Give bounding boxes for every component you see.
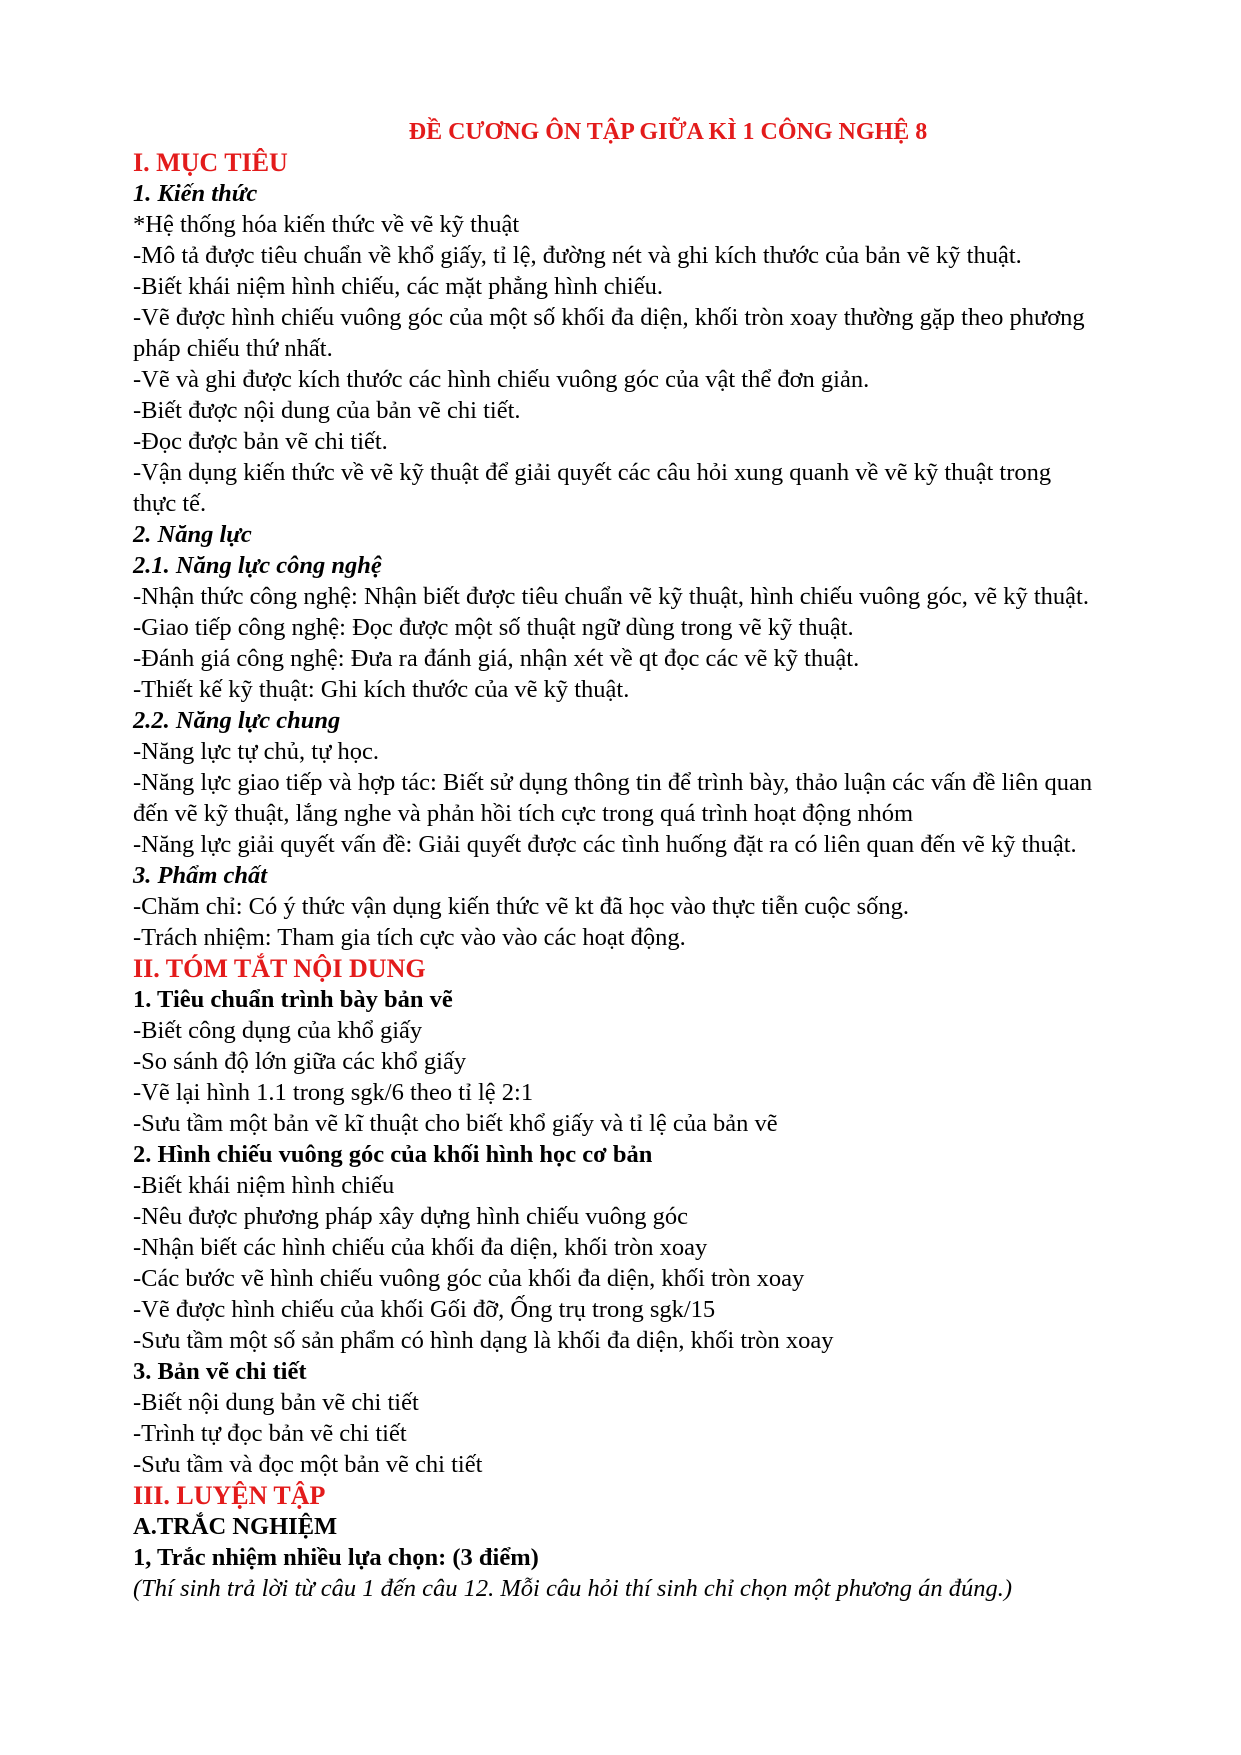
subheading-knowledge: 1. Kiến thức — [133, 180, 258, 207]
text-line: -Biết công dụng của khổ giấy — [133, 1017, 423, 1044]
text-line: -Trình tự đọc bản vẽ chi tiết — [133, 1420, 407, 1447]
text-line: -So sánh độ lớn giữa các khổ giấy — [133, 1048, 467, 1075]
text-line: -Nhận thức công nghệ: Nhận biết được tiêu chuẩn vẽ kỹ thuật, hình chiếu vuông góc, vẽ kỹ thuật. — [133, 583, 1089, 610]
text-line: *Hệ thống hóa kiến thức về vẽ kỹ thuật — [133, 211, 520, 238]
text-line: -Năng lực giao tiếp và hợp tác: Biết sử dụng thông tin để trình bày, thảo luận các vấn đề liên quan — [133, 769, 1093, 796]
text-line: -Các bước vẽ hình chiếu vuông góc của khối đa diện, khối tròn xoay — [133, 1265, 805, 1292]
document-page — [133, 117, 1203, 1604]
section-heading-practice: III. LUYỆN TẬP — [133, 1481, 326, 1510]
text-line: -Biết khái niệm hình chiếu — [133, 1172, 395, 1199]
text-line: -Vẽ và ghi được kích thước các hình chiếu vuông góc của vật thể đơn giản. — [133, 366, 870, 393]
text-line: -Vẽ được hình chiếu của khối Gối đỡ, Ống trụ trong sgk/15 — [133, 1296, 716, 1323]
text-line: -Đánh giá công nghệ: Đưa ra đánh giá, nhận xét về qt đọc các vẽ kỹ thuật. — [133, 645, 860, 672]
text-line: -Vẽ lại hình 1.1 trong sgk/6 theo tỉ lệ 2:1 — [133, 1079, 534, 1106]
text-line: -Mô tả được tiêu chuẩn về khổ giấy, tỉ lệ, đường nét và ghi kích thước của bản vẽ kỹ thuật. — [133, 242, 1022, 269]
instruction-note: (Thí sinh trả lời từ câu 1 đến câu 12. Mỗi câu hỏi thí sinh chỉ chọn một phương án đúng.) — [133, 1575, 1013, 1602]
subheading-qualities: 3. Phẩm chất — [133, 862, 268, 889]
text-line: -Vẽ được hình chiếu vuông góc của một số khối đa diện, khối tròn xoay thường gặp theo phương — [133, 304, 1085, 331]
text-line: -Sưu tầm một số sản phẩm có hình dạng là khối đa diện, khối tròn xoay — [133, 1327, 834, 1354]
subheading-competence: 2. Năng lực — [133, 521, 252, 548]
subheading-drawing-standards: 1. Tiêu chuẩn trình bày bản vẽ — [133, 986, 453, 1013]
subheading-multiple-choice: A.TRẮC NGHIỆM — [133, 1513, 338, 1540]
text-line: -Thiết kế kỹ thuật: Ghi kích thước của vẽ kỹ thuật. — [133, 676, 630, 703]
document-title: ĐỀ CƯƠNG ÔN TẬP GIỮA KÌ 1 CÔNG NGHỆ 8 — [408, 119, 928, 145]
text-line: -Chăm chỉ: Có ý thức vận dụng kiến thức vẽ kt đã học vào thực tiễn cuộc sống. — [133, 893, 910, 920]
section-heading-objectives: I. MỤC TIÊU — [133, 148, 288, 177]
text-line: -Nhận biết các hình chiếu của khối đa diện, khối tròn xoay — [133, 1234, 708, 1261]
text-line: -Sưu tầm và đọc một bản vẽ chi tiết — [133, 1451, 483, 1478]
text-line: -Trách nhiệm: Tham gia tích cực vào vào các hoạt động. — [133, 924, 686, 951]
subheading-general-competence: 2.2. Năng lực chung — [133, 707, 341, 734]
question-group-heading: 1, Trắc nhiệm nhiều lựa chọn: (3 điểm) — [133, 1544, 539, 1571]
text-line: -Biết nội dung bản vẽ chi tiết — [133, 1389, 419, 1416]
subheading-tech-competence: 2.1. Năng lực công nghệ — [133, 552, 382, 579]
text-line: -Nêu được phương pháp xây dựng hình chiếu vuông góc — [133, 1203, 688, 1230]
text-line: -Đọc được bản vẽ chi tiết. — [133, 428, 388, 455]
text-line: -Năng lực giải quyết vấn đề: Giải quyết được các tình huống đặt ra có liên quan đến vẽ kỹ thuật. — [133, 831, 1077, 858]
text-line: -Biết khái niệm hình chiếu, các mặt phẳng hình chiếu. — [133, 273, 663, 300]
text-line: -Biết được nội dung của bản vẽ chi tiết. — [133, 397, 521, 424]
section-heading-summary: II. TÓM TẮT NỘI DUNG — [133, 954, 426, 983]
text-line: đến vẽ kỹ thuật, lắng nghe và phản hồi tích cực trong quá trình hoạt động nhóm — [133, 800, 914, 827]
text-line: pháp chiếu thứ nhất. — [133, 335, 333, 362]
text-line: -Vận dụng kiến thức về vẽ kỹ thuật để giải quyết các câu hỏi xung quanh về vẽ kỹ thuật trong — [133, 459, 1052, 486]
text-line: -Giao tiếp công nghệ: Đọc được một số thuật ngữ dùng trong vẽ kỹ thuật. — [133, 614, 854, 641]
text-line: thực tế. — [133, 490, 207, 517]
subheading-detail-drawing: 3. Bản vẽ chi tiết — [133, 1358, 307, 1385]
text-line: -Năng lực tự chủ, tự học. — [133, 738, 379, 765]
text-line: -Sưu tầm một bản vẽ kĩ thuật cho biết khổ giấy và tỉ lệ của bản vẽ — [133, 1110, 778, 1137]
subheading-projections: 2. Hình chiếu vuông góc của khối hình học cơ bản — [133, 1141, 653, 1168]
